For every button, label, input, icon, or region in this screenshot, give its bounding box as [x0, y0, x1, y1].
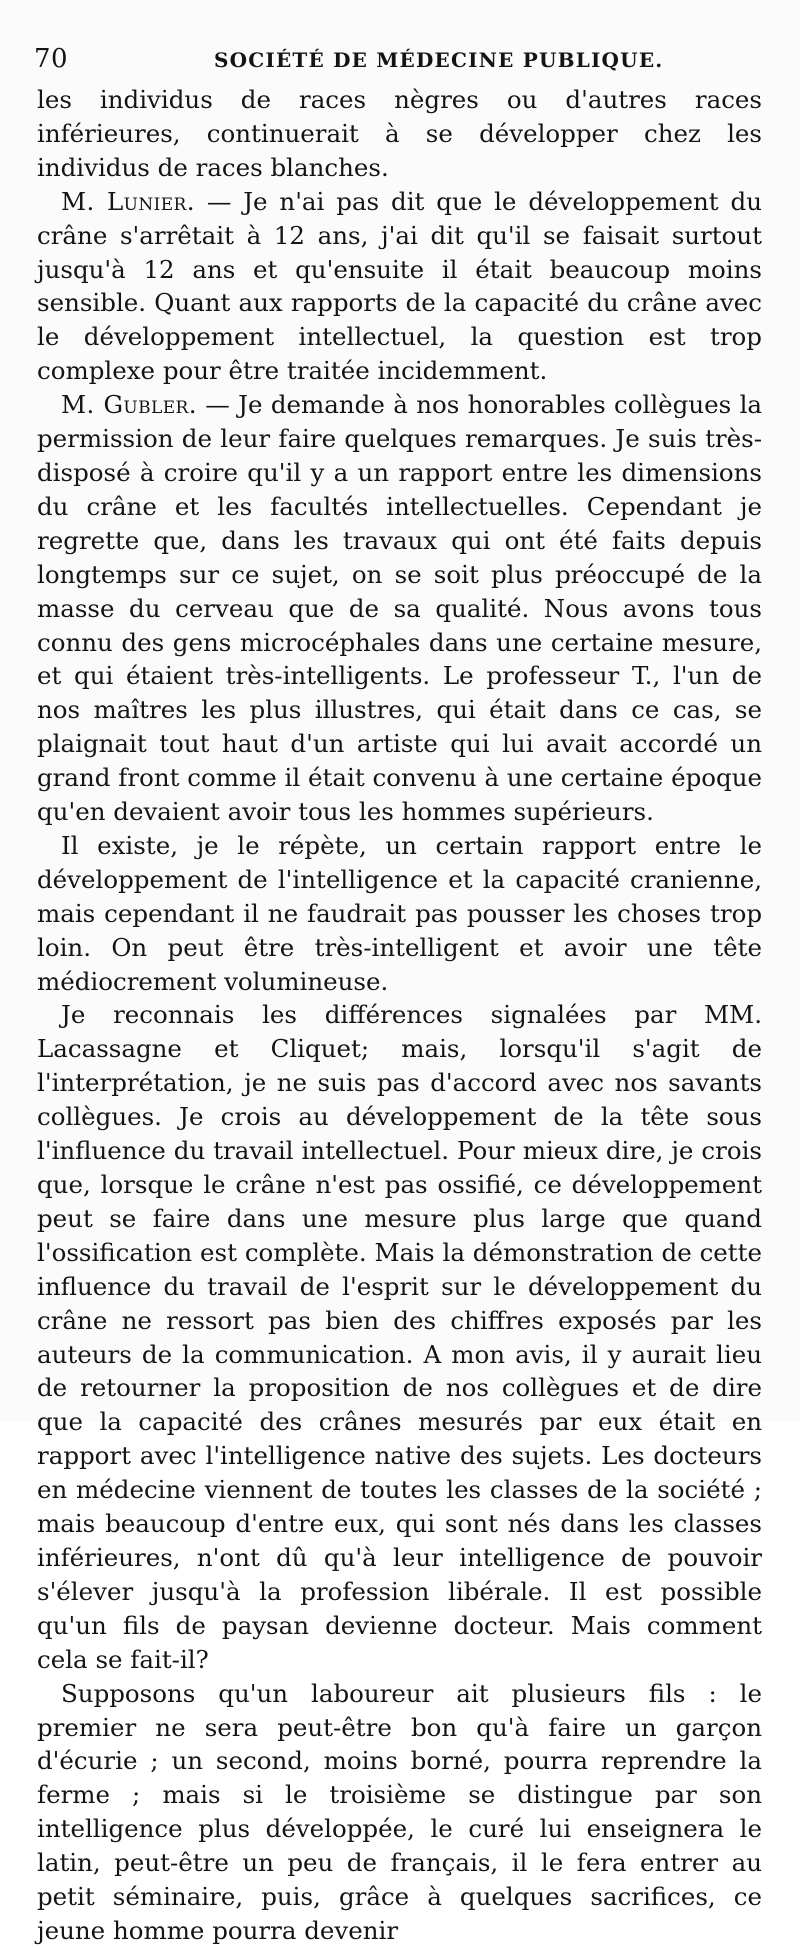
body-text	[37, 83, 762, 1948]
paragraph-text: — Je demande à nos honorables collègues la permission de leur faire quelques remarques. Je suis très-disposé à croire qu'il y a un rapport entre les dimensions du crâne et les facultés intellectuelles. Cependant je regrette que, dans les travaux qui ont été faits depuis longtemps sur ce sujet, on se soit plus préoccupé de la masse du cerveau que de sa qualité. Nous avons tous connu des gens microcéphales dans une certaine mesure, et qui étaient très-intelligents. Le professeur T., l'un de nos maîtres les plus illustres, qui était dans ce cas, se plaignait tout haut d'un artiste qui lui avait accordé un grand front comme il était convenu à une certaine époque qu'en devaient avoir tous les hommes supérieurs.	[37, 390, 763, 827]
paragraph	[37, 1677, 762, 1948]
paragraph-text: Supposons qu'un laboureur ait plusieurs fils : le premier ne sera peut-être bon qu'à faire un garçon d'écurie ; un second, moins borné, pourra reprendre la ferme ; mais si le troisième se distingue par son intelligence plus développée, le curé lui enseignera le latin, peut-être un peu de français, il le fera entrer au petit séminaire, puis, grâce à quelques sacrifices, ce jeune homme pourra devenir	[37, 1678, 762, 1945]
page-number: 70	[34, 44, 69, 74]
speaker-name: M. Gubler.	[61, 390, 197, 420]
paragraph-lunier	[37, 185, 762, 388]
paragraph-text: Je reconnais les différences signalées par MM. Lacassagne et Cliquet; mais, lorsqu'il s'agit de l'interprétation, je ne suis pas d'accord avec nos savants collègues. Je crois au développement de la tête sous l'influence du travail intellectuel. Pour mieux dire, je crois que, lorsque le crâne n'est pas ossifié, ce développement peut se faire dans une mesure plus large que quand l'ossification est complète. Mais la démonstration de cette influence du travail de l'esprit sur le développement du crâne ne ressort pas bien des chiffres exposés par les auteurs de la communication. A mon avis, il y aurait lieu de retourner la proposition de nos collègues et de dire que la capacité des crânes mesurés par eux était en rapport avec l'intelligence native des sujets. Les docteurs en médecine viennent de toutes les classes de la société ; mais beaucoup d'entre eux, qui sont nés dans les classes inférieures, n'ont dû qu'à leur intelligence de pouvoir s'élever jusqu'à la profession libérale. Il est possible qu'un fils de paysan devienne docteur. Mais comment cela se fait-il?	[37, 1000, 762, 1674]
page-header	[34, 40, 774, 80]
paragraph-text: les individus de races nègres ou d'autres races inférieures, continuerait à se développer chez les individus de races blanches.	[37, 85, 762, 182]
paragraph-text: — Je n'ai pas dit que le développement du crâne s'arrêtait à 12 ans, j'ai dit qu'il se faisait surtout jusqu'à 12 ans et qu'ensuite il était beaucoup moins sensible. Quant aux rapports de la capacité du crâne avec le développement intellectuel, la question est trop complexe pour être traitée incidemment.	[37, 186, 762, 386]
paragraph-text: Il existe, je le répète, un certain rapport entre le développement de l'intelligence et la capacité cranienne, mais cependant il ne faudrait pas pousser les choses trop loin. On peut être très-intelligent et avoir une tête médiocrement volumineuse.	[37, 830, 762, 996]
running-head: SOCIÉTÉ DE MÉDECINE PUBLIQUE.	[214, 48, 664, 72]
speaker-name: M. Lunier.	[61, 186, 195, 216]
paragraph	[37, 998, 762, 1676]
paragraph-gubler	[37, 388, 762, 829]
paragraph-continuation	[37, 83, 762, 185]
paragraph	[37, 829, 762, 999]
